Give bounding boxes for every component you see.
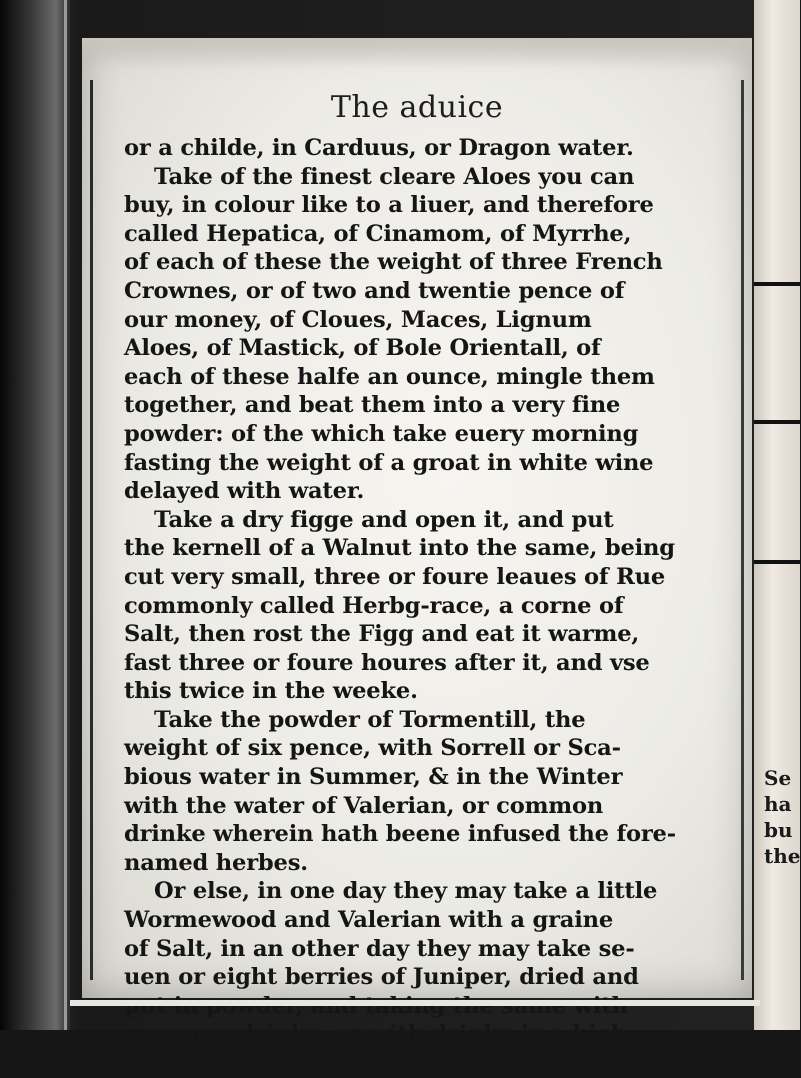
adjacent-rule xyxy=(754,282,800,286)
left-frame-rule xyxy=(90,80,93,980)
text-line: called Hepatica, of Cinamom, of Myrrhe, xyxy=(124,220,632,247)
body-text xyxy=(124,134,724,1078)
text-line: commonly called Herbg-race, a corne of xyxy=(124,592,624,619)
adjacent-rule xyxy=(754,420,800,424)
page-edge-line xyxy=(64,0,67,1030)
text-line: Take of the finest cleare Aloes you can xyxy=(154,163,635,190)
text-line: together, and beat them into a very fine xyxy=(124,392,621,419)
catchword: Wormewood xyxy=(511,1050,664,1076)
text-line: of Salt, in an other day they may take se- xyxy=(124,935,635,962)
text-line: uen or eight berries of Juniper, dried and xyxy=(124,964,639,991)
text-line: Or else, in one day they may take a little xyxy=(154,878,658,905)
book-page xyxy=(82,38,752,1076)
adjacent-glyph: Se xyxy=(764,766,792,790)
scanner-edge xyxy=(70,1000,760,1006)
text-line: delayed with water. xyxy=(124,478,365,505)
text-line: fasting the weight of a groat in white wine xyxy=(124,449,654,476)
text-line: bious water in Summer, & in the Winter xyxy=(124,764,623,791)
text-line: this twice in the weeke. xyxy=(124,678,418,705)
text-line: named herbes. xyxy=(124,849,308,876)
binding-gutter xyxy=(0,0,70,1030)
text-line: Wormewood and Valerian with a graine xyxy=(124,907,614,934)
text-line: powder: of the which take euery morning xyxy=(124,420,639,447)
adjacent-page-text xyxy=(764,765,801,869)
text-line: the kernell of a Walnut into the same, being xyxy=(124,535,675,562)
running-header: The aduice xyxy=(330,90,504,125)
adjacent-page-edge xyxy=(754,0,800,1030)
text-line: weight of six pence, with Sorrell or Sca- xyxy=(124,735,621,762)
text-line: common drinke, or with drinke in which xyxy=(124,1021,627,1048)
text-line: Take the powder of Tormentill, the xyxy=(154,706,586,733)
adjacent-glyph: the xyxy=(764,844,801,868)
text-line: each of these halfe an ounce, mingle them xyxy=(124,363,655,390)
text-line: or a childe, in Carduus, or Dragon water. xyxy=(124,135,634,161)
adjacent-glyph: bu xyxy=(764,818,793,842)
right-frame-rule xyxy=(741,80,744,980)
text-line: Aloes, of Mastick, of Bole Orientall, of xyxy=(124,335,601,362)
text-line: buy, in colour like to a liuer, and therefore xyxy=(124,192,654,219)
page-top-edge xyxy=(82,38,752,68)
text-line: Take a dry figge and open it, and put xyxy=(154,506,614,533)
adjacent-rule xyxy=(754,560,800,564)
text-line: Salt, then rost the Figg and eat it warme, xyxy=(124,621,640,648)
text-line: with the water of Valerian, or common xyxy=(124,792,604,819)
text-line: our money, of Cloues, Maces, Lignum xyxy=(124,306,592,333)
text-line: Crownes, or of two and twentie pence of xyxy=(124,277,625,304)
text-line xyxy=(124,992,724,1021)
adjacent-glyph: ha xyxy=(764,792,792,816)
text-line: of each of these the weight of three French xyxy=(124,249,663,276)
text-line: drinke wherein hath beene infused the fore- xyxy=(124,821,676,848)
text-line: cut very small, three or foure leaues of Rue xyxy=(124,563,666,590)
text-line: fast three or foure houres after it, and vse xyxy=(124,649,650,676)
